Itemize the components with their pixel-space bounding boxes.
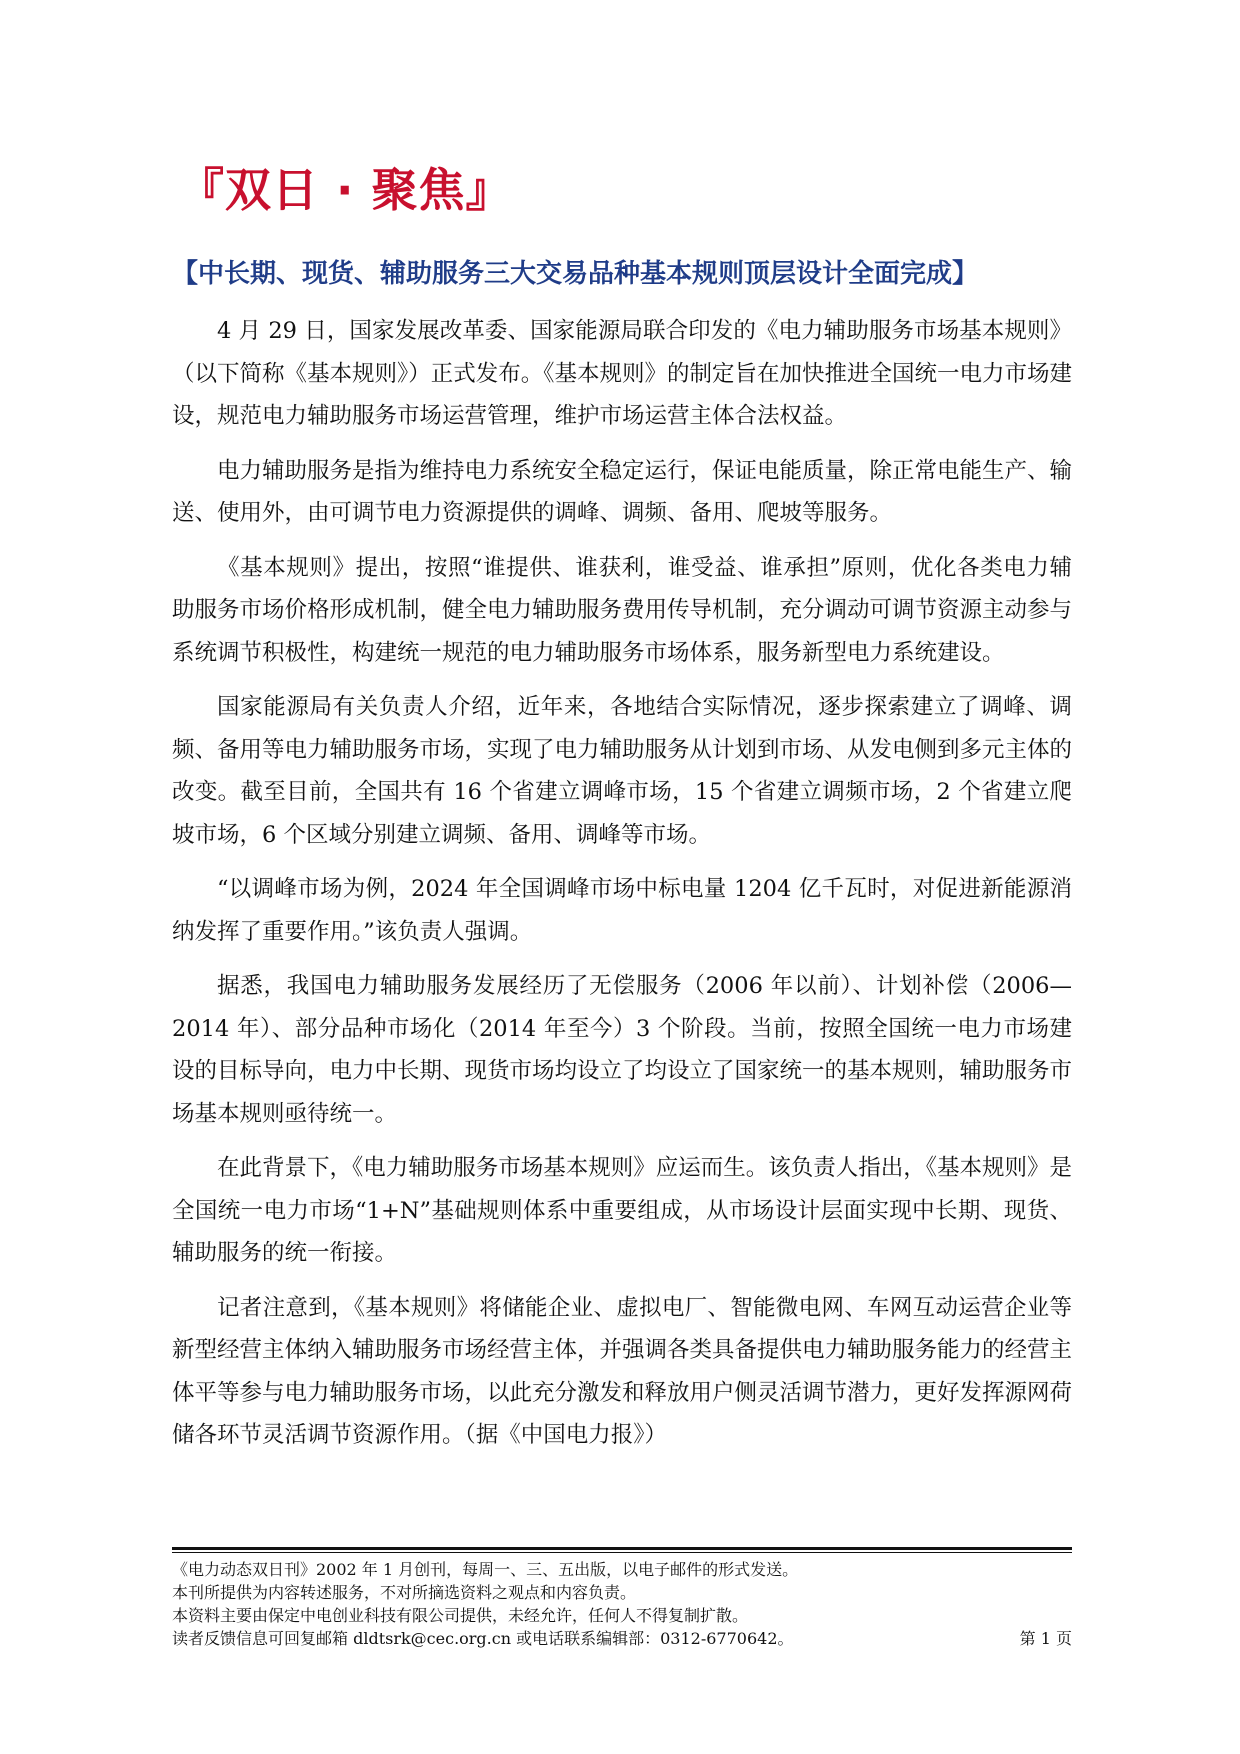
paragraph-3: 《基本规则》提出，按照“谁提供、谁获利，谁受益、谁承担”原则，优化各类电力辅助服务市场价格形成机制，健全电力辅助服务费用传导机制，充分调动可调节资源主动参与系统调节积极性，构建统一规范的电力辅助服务市场体系，服务新型电力系统建设。 — [172, 554, 1073, 666]
page-number: 第 1 页 — [1019, 1629, 1072, 1648]
section-title: 『双日 · 聚焦』 — [178, 163, 513, 217]
footer-divider-thick — [172, 1547, 1072, 1550]
page-footer — [172, 1547, 1072, 1650]
article-body — [172, 310, 1072, 1469]
paragraph-2: 电力辅助服务是指为维持电力系统安全稳定运行，保证电能质量，除正常电能生产、输送、使用外，由可调节电力资源提供的调峰、调频、备用、爬坡等服务。 — [172, 457, 1073, 526]
footer-line-copyright: 本资料主要由保定中电创业科技有限公司提供，未经允许，任何人不得复制扩散。 — [172, 1606, 749, 1625]
paragraph-8: 记者注意到，《基本规则》将储能企业、虚拟电厂、智能微电网、车网互动运营企业等新型经营主体纳入辅助服务市场经营主体，并强调各类具备提供电力辅助服务能力的经营主体平等参与电力辅助服务市场，以此充分激发和释放用户侧灵活调节潜力，更好发挥源网荷储各环节灵活调节资源作用。（据《中国电力报》） — [172, 1294, 1073, 1448]
footer-line-disclaimer: 本刊所提供为内容转述服务，不对所摘选资料之观点和内容负责。 — [172, 1583, 637, 1602]
footer-divider-thin — [172, 1552, 1072, 1553]
footer-line-publication: 《电力动态双日刊》2002 年 1 月创刊，每周一、三、五出版，以电子邮件的形式发送。 — [172, 1560, 799, 1579]
paragraph-6: 据悉，我国电力辅助服务发展经历了无偿服务（2006 年以前）、计划补偿（2006—2014 年）、部分品种市场化（2014 年至今）3 个阶段。当前，按照全国统一电力市场建设的目标导向，电力中长期、现货市场均设立了均设立了国家统一的基本规则，辅助服务市场基本规则亟待统一。 — [172, 973, 1073, 1127]
article-headline: 【中长期、现货、辅助服务三大交易品种基本规则顶层设计全面完成】 — [172, 259, 979, 289]
paragraph-5: “以调峰市场为例，2024 年全国调峰市场中标电量 1204 亿千瓦时，对促进新能源消纳发挥了重要作用。”该负责人强调。 — [172, 876, 1072, 945]
footer-line-contact-row — [172, 1627, 1072, 1650]
paragraph-4: 国家能源局有关负责人介绍，近年来，各地结合实际情况，逐步探索建立了调峰、调频、备用等电力辅助服务市场，实现了电力辅助服务从计划到市场、从发电侧到多元主体的改变。截至目前，全国共有 16 个省建立调峰市场，15 个省建立调频市场，2 个省建立爬坡市场，6 个区域分别建立调频、备用、调峰等市场。 — [172, 694, 1073, 848]
footer-text — [172, 1558, 1072, 1650]
paragraph-7: 在此背景下，《电力辅助服务市场基本规则》应运而生。该负责人指出，《基本规则》是全国统一电力市场“1+N”基础规则体系中重要组成，从市场设计层面实现中长期、现货、辅助服务的统一衔接。 — [172, 1155, 1073, 1266]
paragraph-1: 4 月 29 日，国家发展改革委、国家能源局联合印发的《电力辅助服务市场基本规则》（以下简称《基本规则》）正式发布。《基本规则》的制定旨在加快推进全国统一电力市场建设，规范电力辅助服务市场运营管理，维护市场运营主体合法权益。 — [172, 318, 1073, 429]
footer-line-contact: 读者反馈信息可回复邮箱 dldtsrk@cec.org.cn 或电话联系编辑部：0312-6770642。 — [172, 1629, 794, 1648]
